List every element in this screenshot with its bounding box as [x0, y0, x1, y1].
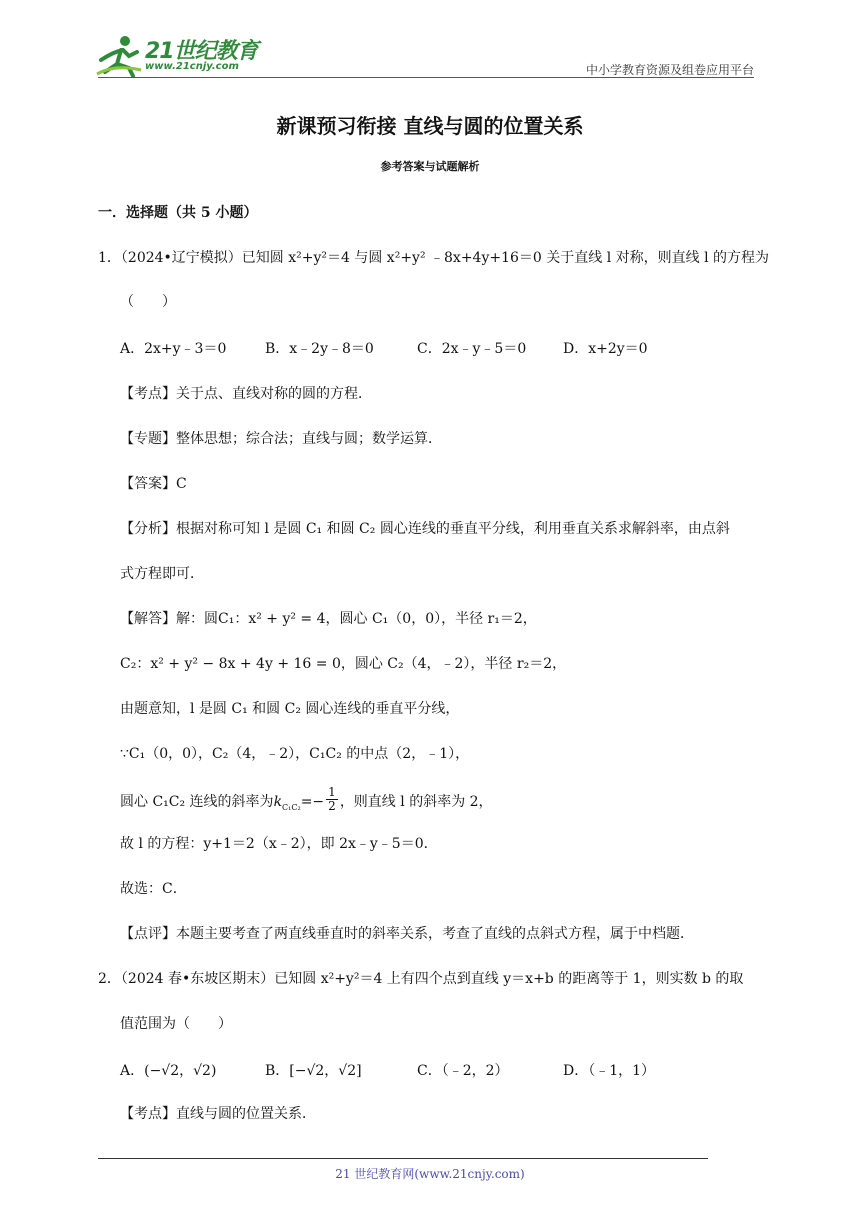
q2-stem-line2: 值范围为（ ）	[120, 1016, 232, 1032]
q1-stem-line2: （ ）	[120, 294, 176, 310]
q2-option-a: A．(−√2，√2)	[120, 1063, 217, 1079]
document-subtitle: 参考答案与试题解析	[380, 160, 480, 173]
fraction-denominator: 2	[328, 799, 336, 813]
q1-solution-line7: 故选：C．	[120, 881, 187, 897]
q2-kaodian: 【考点】直线与圆的位置关系．	[120, 1106, 316, 1122]
q1-option-a: A．2x+y﹣3＝0	[120, 341, 227, 357]
q1-option-b: B．x﹣2y﹣8＝0	[265, 341, 374, 357]
section-heading: 一．选择题（共 5 小题）	[98, 205, 258, 221]
fraction	[326, 786, 338, 813]
logo-text: 21世纪教育	[145, 39, 258, 64]
slope-symbol: k	[273, 793, 283, 810]
q1-solution-line1: 【解答】解：圆C₁：x² + y² = 4，圆心 C₁（0，0），半径 r₁＝2，	[120, 611, 537, 627]
q1-kaodian: 【考点】关于点、直线对称的圆的方程．	[120, 386, 372, 402]
q1-solution-line5	[120, 786, 493, 814]
q1-zhuanti: 【专题】整体思想；综合法；直线与圆；数学运算．	[120, 431, 442, 447]
q1-solution-line3: 由题意知，l 是圆 C₁ 和圆 C₂ 圆心连线的垂直平分线，	[120, 701, 460, 717]
q2-option-c: C．（﹣2，2）	[417, 1063, 509, 1079]
q2-option-d: D．（﹣1，1）	[563, 1063, 656, 1079]
document-title: 新课预习衔接 直线与圆的位置关系	[276, 114, 584, 138]
q1-analysis-line2: 式方程即可．	[120, 566, 204, 582]
q1-analysis-line1: 【分析】根据对称可知 l 是圆 C₁ 和圆 C₂ 圆心连线的垂直平分线，利用垂直关系求解斜率，由点斜	[120, 521, 730, 537]
q2-stem-line1: 2．（2024 春•东坡区期末）已知圆 x²+y²＝4 上有四个点到直线 y＝x+b 的距离等于 1，则实数 b 的取	[98, 971, 744, 987]
logo-url: www.21cnjy.com	[145, 61, 239, 72]
platform-name: 中小学教育资源及组卷应用平台	[585, 63, 754, 77]
q2-option-b: B．[−√2，√2]	[265, 1063, 362, 1079]
q1-answer: 【答案】C	[120, 476, 187, 492]
q1-solution-line6: 故 l 的方程：y+1＝2（x﹣2），即 2x﹣y﹣5＝0．	[120, 836, 438, 852]
slope-text-suffix: ，则直线 l 的斜率为 2，	[339, 793, 493, 810]
slope-equals: =−	[300, 793, 325, 810]
slope-subscript: C₁C₂	[282, 802, 301, 812]
site-logo[interactable]	[95, 34, 260, 78]
header-divider	[98, 77, 754, 78]
q1-solution-line2: C₂：x² + y² − 8x + 4y + 16 = 0，圆心 C₂（4，﹣2），半径 r₂＝2，	[120, 656, 567, 672]
fraction-numerator: 1	[328, 785, 336, 799]
runner-icon	[95, 34, 143, 78]
q1-review: 【点评】本题主要考查了两直线垂直时的斜率关系，考查了直线的点斜式方程，属于中档题．	[120, 926, 694, 942]
footer-divider	[98, 1158, 708, 1159]
slope-text-prefix: 圆心 C₁C₂ 连线的斜率为	[120, 793, 274, 810]
q1-option-c: C．2x﹣y﹣5＝0	[417, 341, 527, 357]
q1-option-d: D．x+2y＝0	[563, 341, 648, 357]
footer-link[interactable]: 21 世纪教育网(www.21cnjy.com)	[335, 1167, 525, 1181]
q1-solution-line4: ∵C₁（0，0），C₂（4，﹣2），C₁C₂ 的中点（2，﹣1），	[120, 746, 470, 762]
q1-stem-line1: 1．（2024•辽宁模拟）已知圆 x²+y²＝4 与圆 x²+y² ﹣8x+4y+16＝0 关于直线 l 对称，则直线 l 的方程为	[98, 250, 770, 266]
